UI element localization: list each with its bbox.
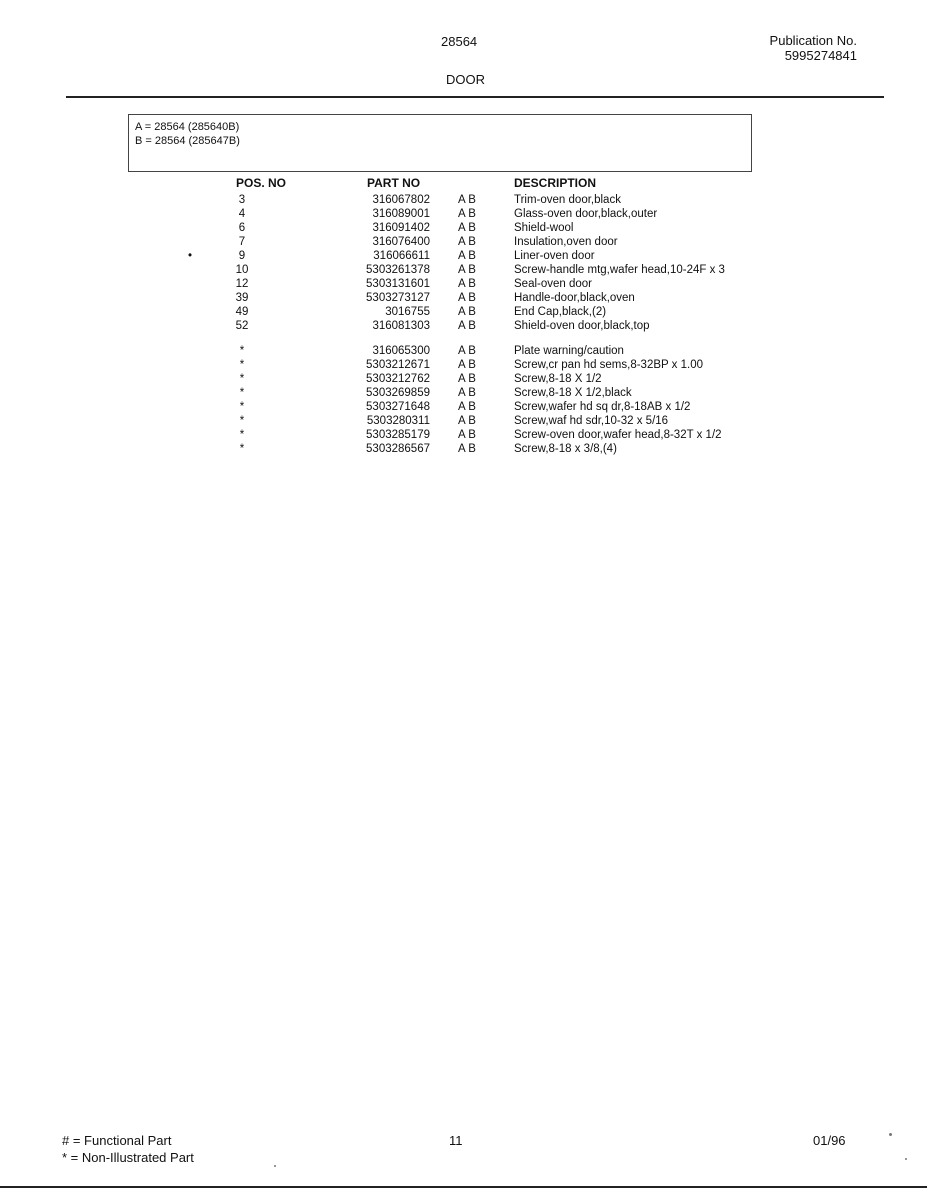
model-applicability: A B <box>458 320 476 332</box>
position-number: * <box>239 429 245 441</box>
part-description: Screw-handle mtg,wafer head,10-24F x 3 <box>514 264 725 276</box>
non-illustrated-part-note: * = Non-Illustrated Part <box>62 1150 194 1165</box>
part-number: 316091402 <box>372 222 430 234</box>
part-description: End Cap,black,(2) <box>514 306 607 318</box>
publication-number: 5995274841 <box>784 48 857 63</box>
model-applicability: A B <box>458 278 476 290</box>
table-row <box>0 428 927 442</box>
position-number: 4 <box>238 208 246 220</box>
position-number: 6 <box>238 222 246 234</box>
footer-divider <box>0 1186 927 1188</box>
model-applicability: A B <box>458 264 476 276</box>
model-applicability: A B <box>458 236 476 248</box>
model-applicability: A B <box>458 208 476 220</box>
functional-part-note: # = Functional Part <box>62 1133 172 1148</box>
position-number: 9 <box>238 250 246 262</box>
part-number: 5303271648 <box>366 401 430 413</box>
table-row <box>0 235 927 249</box>
part-description: Screw,8-18 x 3/8,(4) <box>514 443 617 455</box>
page-number: 11 <box>449 1133 463 1148</box>
scan-speck <box>905 1158 907 1160</box>
table-row <box>0 263 927 277</box>
part-number: 316066611 <box>373 250 430 262</box>
part-number: 5303212671 <box>366 359 430 371</box>
table-row <box>0 344 927 358</box>
part-number: 5303212762 <box>366 373 430 385</box>
table-row <box>0 221 927 235</box>
part-description: Shield-wool <box>514 222 574 234</box>
part-number: 3016755 <box>385 306 430 318</box>
table-row <box>0 291 927 305</box>
table-row <box>0 319 927 333</box>
model-applicability: A B <box>458 415 476 427</box>
part-number: 316081303 <box>372 320 430 332</box>
part-description: Insulation,oven door <box>514 236 618 248</box>
position-number: 49 <box>235 306 249 318</box>
row-marker: • <box>187 250 193 262</box>
model-applicability: A B <box>458 429 476 441</box>
part-number: 316067802 <box>372 194 430 206</box>
position-number: * <box>239 401 245 413</box>
model-applicability: A B <box>458 443 476 455</box>
part-description: Plate warning/caution <box>514 345 624 357</box>
part-number: 316065300 <box>372 345 430 357</box>
part-description: Shield-oven door,black,top <box>514 320 650 332</box>
column-header-pos: POS. NO <box>236 176 287 190</box>
model-applicability: A B <box>458 250 476 262</box>
table-row <box>0 277 927 291</box>
part-description: Handle-door,black,oven <box>514 292 635 304</box>
part-number: 316089001 <box>372 208 430 220</box>
part-description: Screw,cr pan hd sems,8-32BP x 1.00 <box>514 359 703 371</box>
table-row <box>0 400 927 414</box>
revision-date: 01/96 <box>813 1133 846 1148</box>
position-number: 7 <box>238 236 246 248</box>
part-description: Glass-oven door,black,outer <box>514 208 658 220</box>
model-applicability: A B <box>458 306 476 318</box>
model-number: 28564 <box>441 34 478 49</box>
model-applicability: A B <box>458 222 476 234</box>
part-description: Trim-oven door,black <box>514 194 621 206</box>
part-number: 5303131601 <box>366 278 430 290</box>
part-number: 5303273127 <box>366 292 430 304</box>
position-number: * <box>239 359 245 371</box>
part-number: 316076400 <box>372 236 430 248</box>
scan-speck <box>889 1133 892 1136</box>
table-row <box>0 358 927 372</box>
header-divider <box>66 96 884 98</box>
table-row <box>0 249 927 263</box>
part-description: Seal-oven door <box>514 278 592 290</box>
column-header-part: PART NO <box>367 176 421 190</box>
model-applicability: A B <box>458 292 476 304</box>
legend-line-b: B = 28564 (285647B) <box>135 135 240 147</box>
part-description: Screw-oven door,wafer head,8-32T x 1/2 <box>514 429 722 441</box>
position-number: 12 <box>235 278 249 290</box>
position-number: 52 <box>235 320 249 332</box>
legend-line-a: A = 28564 (285640B) <box>135 121 240 133</box>
position-number: * <box>239 387 245 399</box>
position-number: 3 <box>238 194 246 206</box>
position-number: * <box>239 373 245 385</box>
table-row <box>0 386 927 400</box>
model-legend-box <box>128 114 752 172</box>
column-header-description: DESCRIPTION <box>514 176 597 190</box>
part-description: Screw,8-18 X 1/2 <box>514 373 602 385</box>
position-number: 10 <box>235 264 249 276</box>
model-applicability: A B <box>458 401 476 413</box>
table-row <box>0 207 927 221</box>
position-number: 39 <box>235 292 249 304</box>
part-description: Screw,8-18 X 1/2,black <box>514 387 632 399</box>
part-description: Liner-oven door <box>514 250 595 262</box>
position-number: * <box>239 415 245 427</box>
part-number: 5303285179 <box>366 429 430 441</box>
model-applicability: A B <box>458 345 476 357</box>
part-number: 5303280311 <box>366 415 430 427</box>
part-number: 5303261378 <box>366 264 430 276</box>
table-row <box>0 442 927 456</box>
part-description: Screw,wafer hd sq dr,8-18AB x 1/2 <box>514 401 691 413</box>
table-row <box>0 193 927 207</box>
publication-label: Publication No. <box>769 33 857 48</box>
part-number: 5303286567 <box>366 443 430 455</box>
position-number: * <box>239 345 245 357</box>
model-applicability: A B <box>458 373 476 385</box>
publication-block <box>770 33 857 63</box>
part-description: Screw,waf hd sdr,10-32 x 5/16 <box>514 415 669 427</box>
section-title: DOOR <box>446 72 485 87</box>
table-row <box>0 414 927 428</box>
table-row <box>0 305 927 319</box>
model-applicability: A B <box>458 387 476 399</box>
footer-legend <box>62 1132 194 1166</box>
position-number: * <box>239 443 245 455</box>
model-applicability: A B <box>458 194 476 206</box>
scan-speck <box>274 1165 276 1167</box>
part-number: 5303269859 <box>366 387 430 399</box>
table-row <box>0 372 927 386</box>
model-applicability: A B <box>458 359 476 371</box>
